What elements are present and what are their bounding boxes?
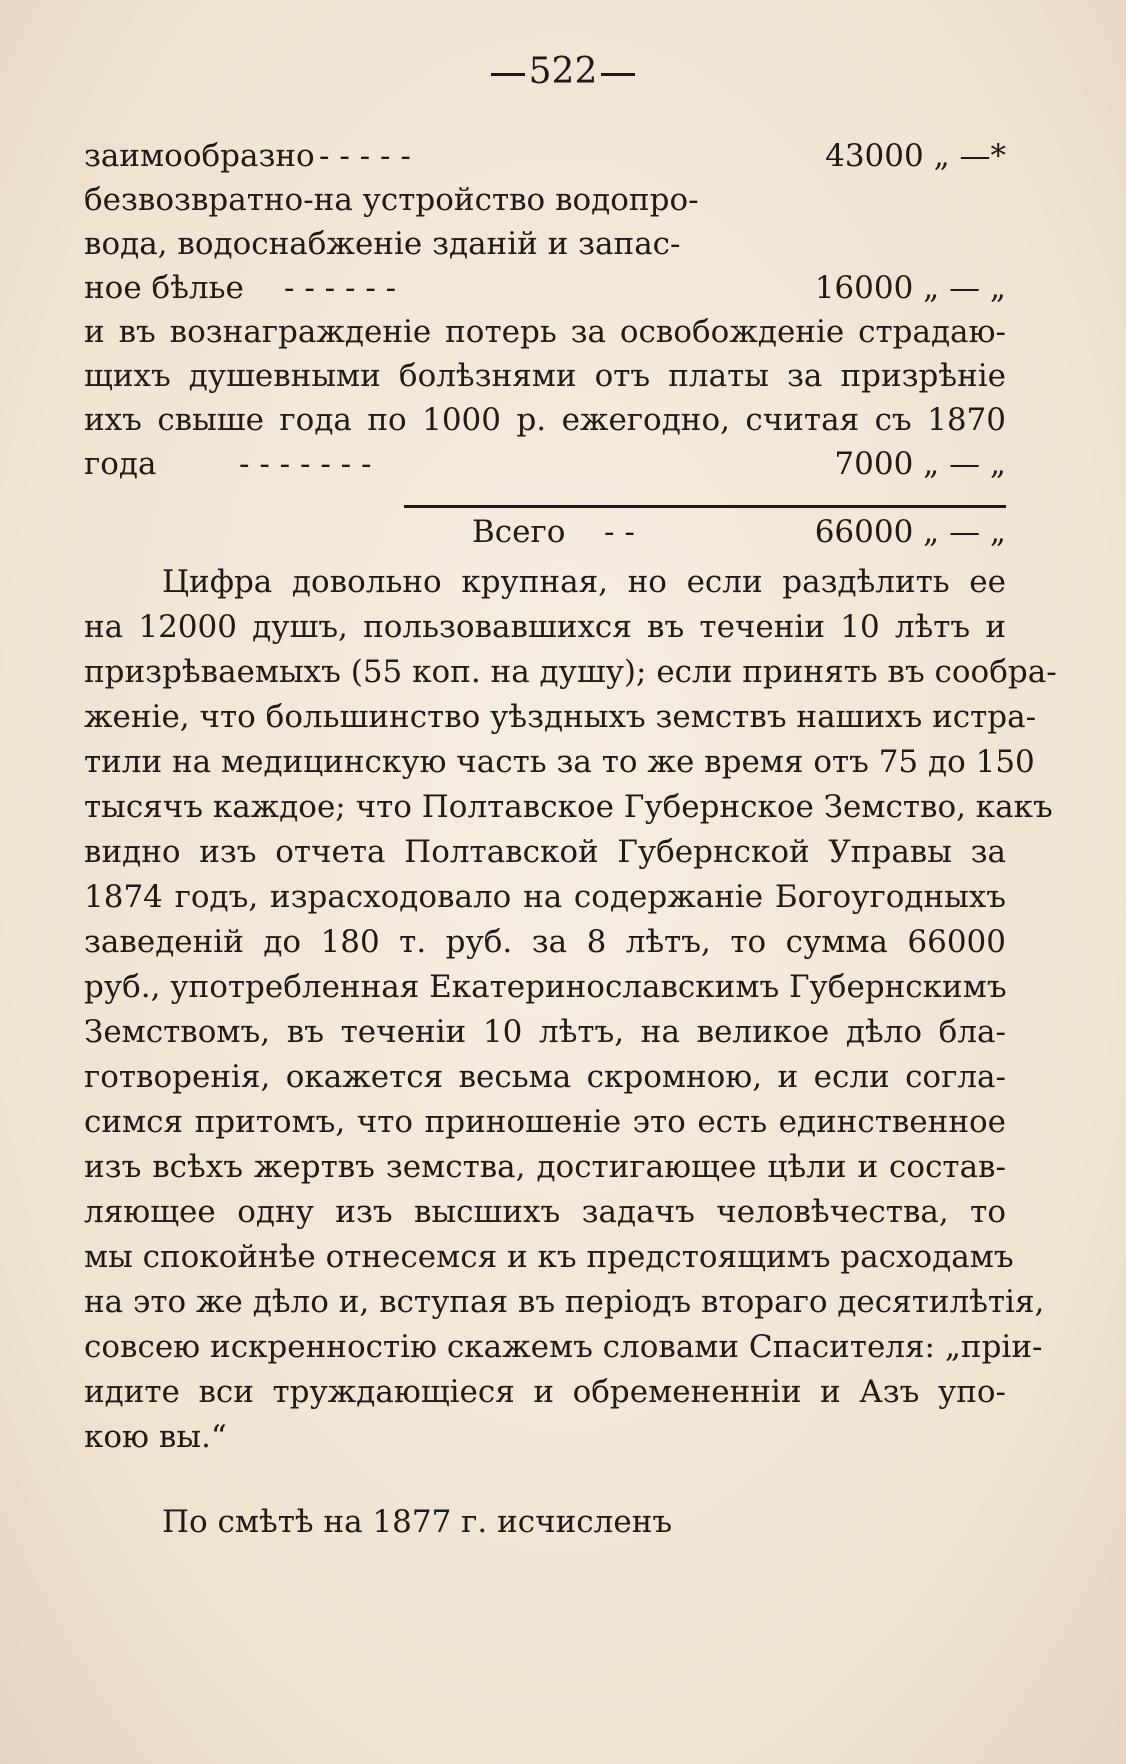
paragraph-line: идите вси труждающіеся и обремененніи и Азъ упо-: [84, 1374, 1006, 1410]
entry-label: безвозвратно-на устройство водопро-: [84, 182, 699, 218]
paragraph-line: тили на медицинскую часть за то же время отъ 75 до 150: [84, 744, 1035, 780]
entry-label: года: [84, 446, 157, 482]
paragraph-line: Земствомъ, въ теченіи 10 лѣтъ, на великое дѣло бла-: [84, 1014, 1006, 1050]
page-number: [0, 52, 1126, 92]
paragraph-line: По смѣтѣ на 1877 г. исчисленъ: [162, 1504, 673, 1540]
paragraph-line: заведеній до 180 т. руб. за 8 лѣтъ, то сумма 66000: [84, 924, 1006, 960]
page-number-dash-right: [601, 73, 635, 76]
paragraph-line: изъ всѣхъ жертвъ земства, достигающее цѣли и состав-: [84, 1149, 1006, 1185]
paragraph-line: женіе, что большинство уѣздныхъ земствъ нашихъ истра-: [84, 699, 1037, 735]
paragraph-line: призрѣваемыхъ (55 коп. на душу); если принять въ сообра-: [84, 654, 1057, 690]
entry-dashes: - - - - -: [319, 138, 411, 174]
entry-amount: 7000 „ — „: [834, 446, 1006, 482]
paragraph-line: готворенія, окажется весьма скромною, и если согла-: [84, 1059, 1006, 1095]
paragraph-line: симся притомъ, что приношеніе это есть единственное: [84, 1104, 1006, 1140]
total-dashes: - -: [604, 514, 635, 550]
paragraph-line: 1874 годъ, израсходовало на содержаніе Богоугодныхъ: [84, 879, 1006, 915]
total-label: Всего: [472, 514, 566, 550]
entry-dashes: - - - - - -: [284, 270, 397, 306]
paragraph-line: кою вы.“: [84, 1419, 227, 1455]
compensation-line: ихъ свыше года по 1000 р. ежегодно, считая съ 1870: [84, 402, 1006, 438]
page-number-dash-left: [491, 73, 525, 76]
paragraph-line: тысячъ каждое; что Полтавское Губернское Земство, какъ: [84, 789, 1053, 825]
entry-label: вода, водоснабженіе зданій и запас-: [84, 226, 681, 262]
total-rule: [404, 505, 1006, 508]
compensation-line: щихъ душевными болѣзнями отъ платы за призрѣніе: [84, 358, 1006, 394]
paragraph-line: ляющее одну изъ высшихъ задачъ человѣчества, то: [84, 1194, 1006, 1230]
paragraph-line: на 12000 душъ, пользовавшихся въ теченіи 10 лѣтъ и: [84, 609, 1006, 645]
entry-amount: 43000 „ —*: [825, 138, 1006, 174]
paragraph-line: мы спокойнѣе отнесемся и къ предстоящимъ расходамъ: [84, 1239, 1014, 1275]
paragraph-line: на это же дѣло и, вступая въ періодъ втораго десятилѣтія,: [84, 1284, 1045, 1320]
entry-label: заимообразно: [84, 138, 315, 174]
entry-amount: 16000 „ — „: [814, 270, 1006, 306]
total-amount: 66000 „ — „: [814, 514, 1006, 550]
paragraph-line: совсею искренностію скажемъ словами Спасителя: „пріи-: [84, 1329, 1043, 1365]
entry-label: ное бѣлье: [84, 270, 244, 306]
paragraph-line: Цифра довольно крупная, но если раздѣлить ее: [162, 564, 1006, 600]
page-number-text: 522: [528, 51, 598, 92]
entry-dashes: - - - - - - -: [239, 446, 372, 482]
paragraph-line: видно изъ отчета Полтавской Губернской Управы за: [84, 834, 1006, 870]
paragraph-line: руб., употребленная Екатеринославскимъ Губернскимъ: [84, 969, 1007, 1005]
compensation-line: и въ вознагражденіе потерь за освобожденіе страдаю-: [84, 314, 1006, 350]
